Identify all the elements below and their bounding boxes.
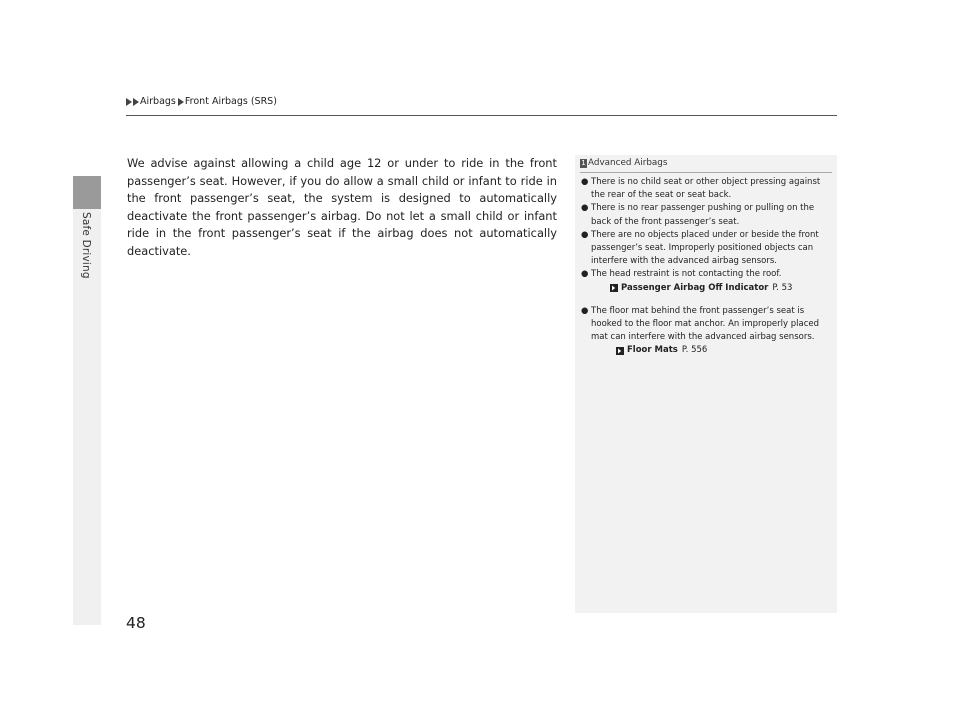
reference-page: P. 556 — [681, 345, 708, 356]
triangle-arrow-icon — [133, 98, 139, 106]
note-title — [580, 158, 832, 168]
section-tab-marker — [73, 176, 101, 209]
breadcrumb-item-airbags[interactable]: Airbags — [140, 96, 176, 107]
sidebar-note-box — [575, 155, 837, 613]
list-item: ● There is no child seat or other object pressing against the rear of the seat or seat back. — [581, 177, 821, 201]
reference-page: P. 53 — [772, 282, 793, 293]
bullet-icon: ● — [581, 269, 589, 280]
list-item: ● There are no objects placed under or beside the front passenger’s seat. Improperly positioned objects can interfere with the advanced airbag sensors. — [581, 229, 819, 267]
bullet-icon: ● — [581, 203, 589, 214]
page-number: 48 — [126, 614, 146, 632]
list-item: ● The floor mat behind the front passenger’s seat is hooked to the floor mat anchor. An improperly placed mat can interfere with the advanced airbag sensors. — [581, 305, 819, 343]
list-item: ● The head restraint is not contacting the roof. — [580, 268, 830, 281]
note-title-rule — [580, 172, 832, 173]
bullet-icon: ● — [581, 305, 589, 316]
note-title-text: Advanced Airbags — [588, 158, 668, 168]
bullet-icon: ● — [581, 229, 589, 240]
note-number-badge: 1 — [581, 158, 586, 167]
bullet-icon: ● — [581, 177, 589, 187]
reference-title: Floor Mats — [627, 345, 678, 356]
triangle-arrow-icon — [178, 98, 184, 106]
reference-arrow-icon — [616, 347, 624, 355]
cross-reference-link[interactable] — [580, 344, 830, 357]
header-rule — [126, 115, 837, 116]
section-tab-label: Safe Driving — [80, 212, 92, 279]
reference-title: Passenger Airbag Off Indicator — [621, 282, 769, 293]
main-paragraph: We advise against allowing a child age 12 or under to ride in the front passenger’s seat. However, if you do allow a small child or infant to ride in the front passenger’s seat, the system is designed to automatically deactivate the front passenger’s airbag. Do not let a small child or infant ride in the front passenger’s seat if the airbag does not automatically deactivate. — [127, 156, 557, 258]
breadcrumb — [126, 96, 279, 107]
reference-arrow-icon — [610, 284, 618, 292]
cross-reference-link[interactable] — [580, 282, 830, 295]
breadcrumb-item-front-airbags[interactable]: Front Airbags (SRS) — [184, 96, 277, 107]
note-list — [580, 176, 830, 358]
triangle-arrow-icon — [126, 98, 132, 106]
list-item: ● There is no rear passenger pushing or pulling on the back of the front passenger’s seat. — [581, 203, 815, 227]
